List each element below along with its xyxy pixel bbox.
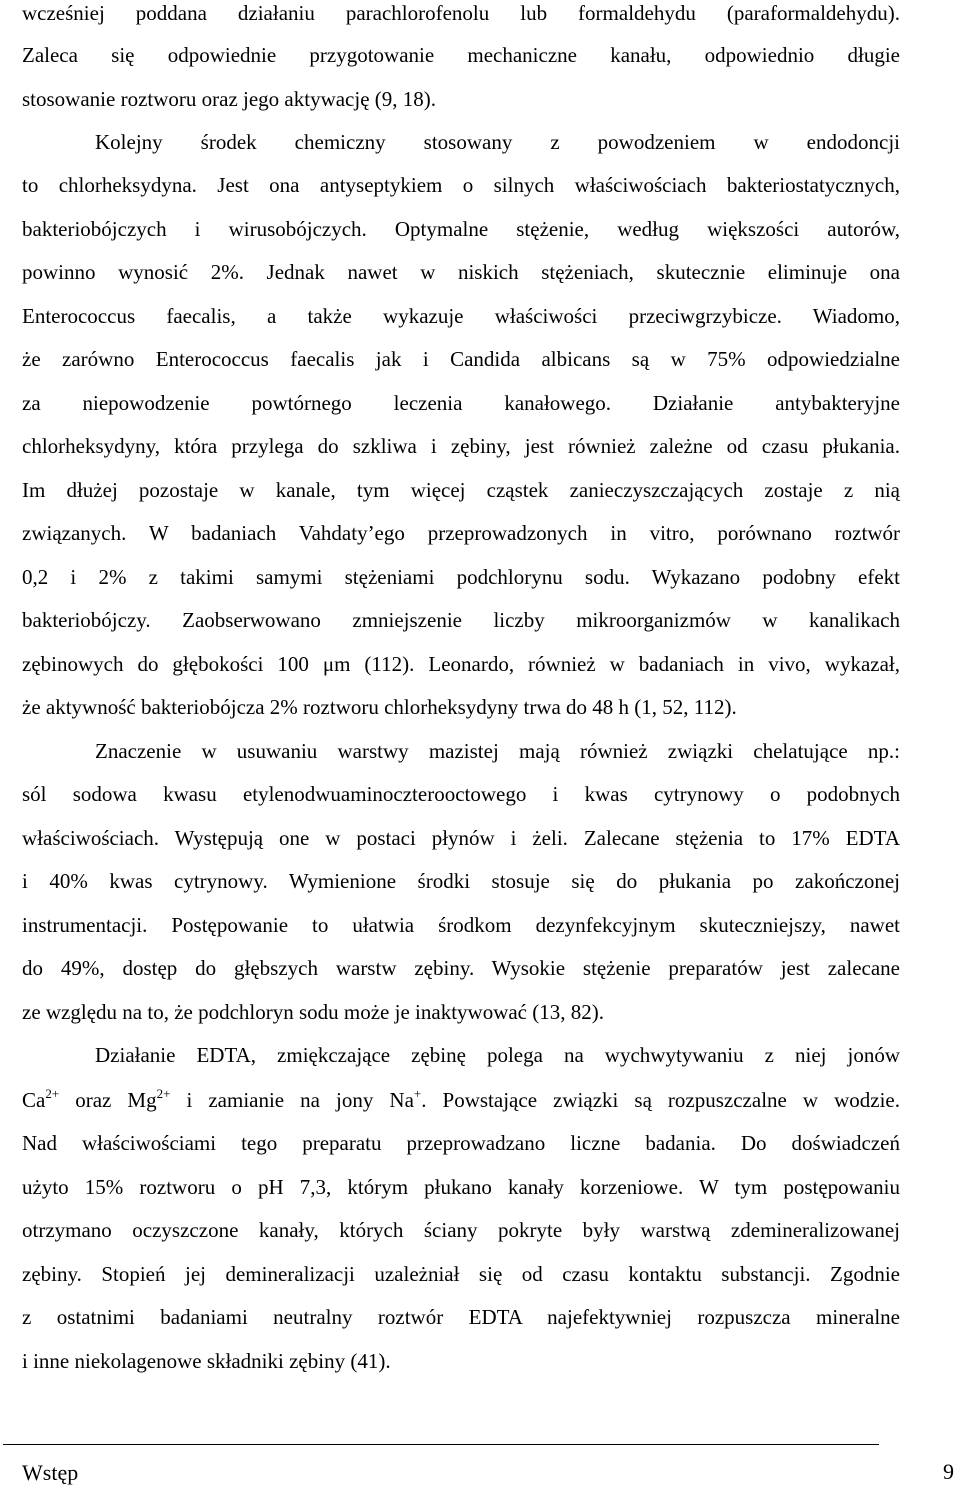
ion-text: i zamianie na jony Na (170, 1088, 414, 1112)
text-line: właściwościach. Występują one w postaci płynów i żeli. Zalecane stężenia to 17% EDTA (22, 826, 900, 850)
text-line: bakteriobójczych i wirusobójczych. Optymalne stężenie, według większości autorów, (22, 217, 900, 241)
ion-charge: + (413, 1086, 422, 1101)
ion-charge: 2+ (156, 1086, 171, 1101)
text-line: chlorheksydyny, która przylega do szkliwa i zębiny, jest również zależne od czasu płukania. (22, 434, 900, 458)
text-line: że zarówno Enterococcus faecalis jak i Candida albicans są w 75% odpowiedzialne (22, 347, 900, 371)
text-line: i 40% kwas cytrynowy. Wymienione środki stosuje się do płukania po zakończonej (22, 869, 900, 893)
text-line: Działanie EDTA, zmiękczające zębinę polega na wychwytywaniu z niej jonów (95, 1043, 900, 1067)
ion-text: . Powstające związki są rozpuszczalne w wodzie. (421, 1088, 901, 1112)
text-line: za niepowodzenie powtórnego leczenia kanałowego. Działanie antybakteryjne (22, 391, 900, 415)
text-line: Enterococcus faecalis, a także wykazuje właściwości przeciwgrzybicze. Wiadomo, (22, 304, 900, 328)
text-line: powinno wynosić 2%. Jednak nawet w niskich stężeniach, skutecznie eliminuje ona (22, 260, 900, 284)
text-line: otrzymano oczyszczone kanały, których ściany pokryte były warstwą zdemineralizowanej (22, 1218, 900, 1242)
ion-charge: 2+ (45, 1086, 60, 1101)
text-line: użyto 15% roztworu o pH 7,3, którym płukano kanały korzeniowe. W tym postępowaniu (22, 1175, 900, 1199)
footer-section-title: Wstęp (22, 1460, 79, 1485)
text-line: to chlorheksydyna. Jest ona antyseptykiem o silnych właściwościach bakteriostatycznych, (22, 173, 900, 197)
ion-text: oraz Mg (59, 1088, 157, 1112)
text-line: zębinowych do głębokości 100 μm (112). Leonardo, również w badaniach in vivo, wykazał, (22, 652, 900, 676)
text-line: z ostatnimi badaniami neutralny roztwór EDTA najefektywniej rozpuszcza mineralne (22, 1305, 900, 1329)
text-line: bakteriobójczy. Zaobserwowano zmniejszenie liczby mikroorganizmów w kanalikach (22, 608, 900, 632)
text-line: ze względu na to, że podchloryn sodu może je inaktywować (13, 82). (22, 1000, 604, 1024)
text-line: stosowanie roztworu oraz jego aktywację (9, 18). (22, 87, 437, 111)
text-line: że aktywność bakteriobójcza 2% roztworu chlorheksydyny trwa do 48 h (1, 52, 112). (22, 695, 737, 719)
ion-text: Ca (22, 1088, 46, 1112)
text-line: sól sodowa kwasu etylenodwuaminoczterooctowego i kwas cytrynowy o podobnych (22, 782, 900, 806)
text-line: 0,2 i 2% z takimi samymi stężeniami podchlorynu sodu. Wykazano podobny efekt (22, 565, 900, 589)
footer-divider (3, 1444, 879, 1445)
text-line: Im dłużej pozostaje w kanale, tym więcej cząstek zanieczyszczających zostaje z nią (22, 478, 900, 502)
text-line: wcześniej poddana działaniu parachlorofenolu lub formaldehydu (paraformaldehydu). (22, 1, 900, 25)
text-line-with-ions (22, 1087, 900, 1113)
text-line: Kolejny środek chemiczny stosowany z powodzeniem w endodoncji (95, 130, 900, 154)
text-line: Nad właściwościami tego preparatu przeprowadzano liczne badania. Do doświadczeń (22, 1131, 900, 1155)
text-line: instrumentacji. Postępowanie to ułatwia środkom dezynfekcyjnym skuteczniejszy, nawet (22, 913, 900, 937)
text-line: zębiny. Stopień jej demineralizacji uzależniał się od czasu kontaktu substancji. Zgodnie (22, 1262, 900, 1286)
page-number: 9 (943, 1459, 954, 1484)
text-line: Znaczenie w usuwaniu warstwy mazistej mają również związki chelatujące np.: (95, 739, 900, 763)
text-line: Zaleca się odpowiednie przygotowanie mechaniczne kanału, odpowiednio długie (22, 43, 900, 67)
text-line: do 49%, dostęp do głębszych warstw zębiny. Wysokie stężenie preparatów jest zalecane (22, 956, 900, 980)
text-line: i inne niekolagenowe składniki zębiny (41). (22, 1349, 391, 1373)
text-line: związanych. W badaniach Vahdaty’ego przeprowadzonych in vitro, porównano roztwór (22, 521, 900, 545)
